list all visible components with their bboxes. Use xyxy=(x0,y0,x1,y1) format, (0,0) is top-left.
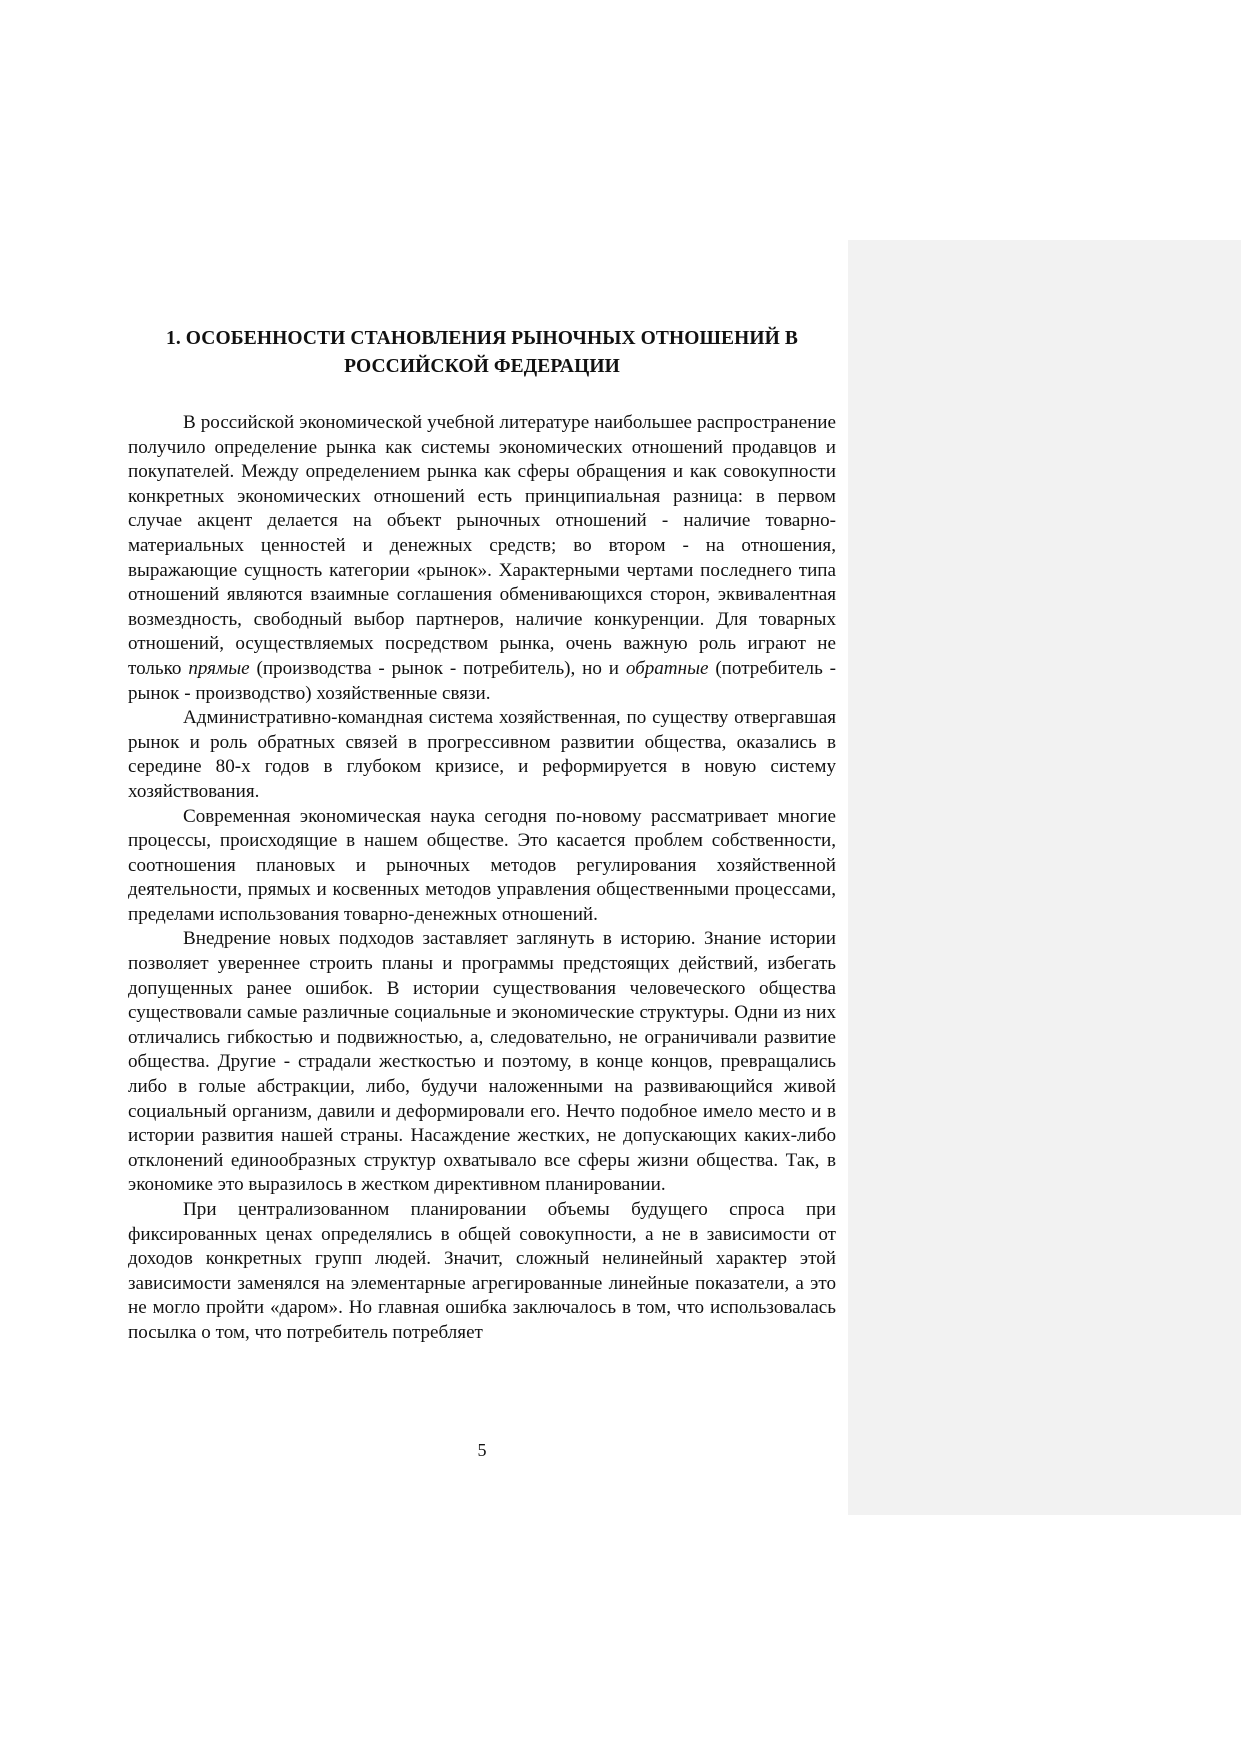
paragraph-2: Административно-командная система хозяйственная, по существу отвергавшая рынок и роль обратных связей в прогрессивном развитии общества, оказались в середине 80-х годов в глубоком кризисе, и реформируется в новую систему хозяйствования. xyxy=(128,707,836,802)
italic-term-reverse: обратные xyxy=(625,657,709,679)
paragraph-1-part-1: В российской экономической учебной литературе наибольшее распространение получило определение рынка как системы экономических отношений продавцов и покупателей. Между определением рынка как сферы обращения и как совокупности конкретных экономических отношений есть принципиальная разница: в первом случае акцент делается на объект рыночных отношений - наличие товарно-материальных ценностей и денежных средств; во втором - на отношения, выражающие сущность категории «рынок». Характерными чертами последнего типа отношений являются взаимные соглашения обменивающихся сторон, эквивалентная возмездность, свободный выбор партнеров, наличие конкуренции. Для товарных отношений, осуществляемых посредством рынка, очень важную роль играют не только xyxy=(128,412,836,679)
paragraph-5: При централизованном планировании объемы будущего спроса при фиксированных ценах определялись в общей совокупности, а не в зависимости от доходов конкретных групп людей. Значит, сложный нелинейный характер этой зависимости заменялся на элементарные агрегированные линейные показатели, а это не могло пройти «даром». Но главная ошибка заключалось в том, что использовалась посылка о том, что потребитель потребляет xyxy=(128,1199,836,1343)
page-content xyxy=(128,325,836,1346)
paragraph-3: Современная экономическая наука сегодня по-новому рассматривает многие процессы, происходящие в нашем обществе. Это касается проблем собственности, соотношения плановых и рыночных методов регулирования хозяйственной деятельности, прямых и косвенных методов управления общественными процессами, пределами использования товарно-денежных отношений. xyxy=(128,805,836,925)
comment-pane xyxy=(848,240,1241,1515)
paragraph-1 xyxy=(128,411,836,706)
italic-term-direct: прямые xyxy=(188,657,250,679)
heading-line-1: 1. ОСОБЕННОСТИ СТАНОВЛЕНИЯ РЫНОЧНЫХ ОТНОШЕНИЙ В xyxy=(165,328,799,349)
heading-line-2: РОССИЙСКОЙ ФЕДЕРАЦИИ xyxy=(344,356,620,377)
page-number: 5 xyxy=(477,1440,487,1460)
section-heading xyxy=(128,325,836,381)
paragraph-1-part-2: (производства - рынок - потребитель), но и xyxy=(249,657,626,679)
paragraph-4: Внедрение новых подходов заставляет заглянуть в историю. Знание истории позволяет увереннее строить планы и программы предстоящих действий, избегать допущенных ранее ошибок. В истории существования человеческого общества существовали самые различные социальные и экономические структуры. Одни из них отличались гибкостью и подвижностью, а, следовательно, не ограничивали развитие общества. Другие - страдали жесткостью и поэтому, в конце концов, превращались либо в голые абстракции, либо, будучи наложенными на развивающийся живой социальный организм, давили и деформировали его. Нечто подобное имело место и в истории развития нашей страны. Насаждение жестких, не допускающих каких-либо отклонений единообразных структур охватывало все сферы жизни общества. Так, в экономике это выразилось в жестком директивном планировании. xyxy=(128,928,836,1196)
body-text xyxy=(128,411,836,1346)
paragraph-1-part-3: (потребитель - рынок - производство) хозяйственные связи. xyxy=(128,657,836,704)
